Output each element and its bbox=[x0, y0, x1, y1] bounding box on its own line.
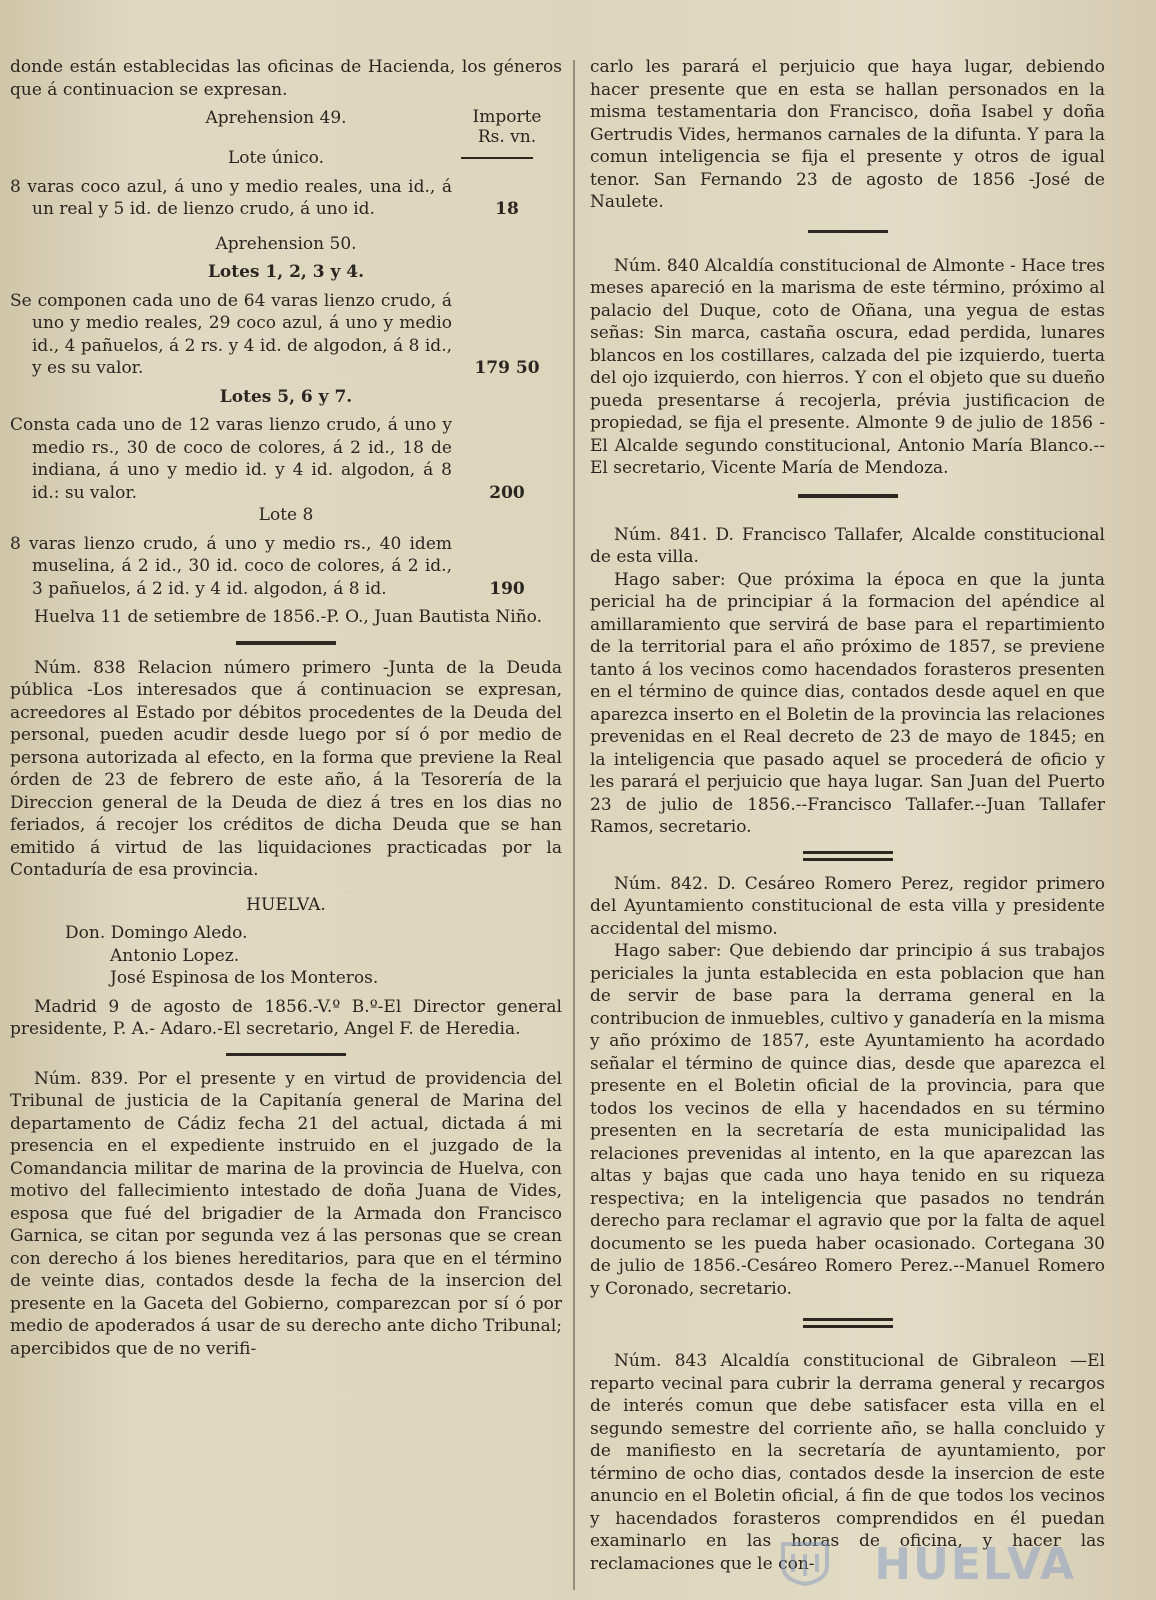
importe-unit: Rs. vn. bbox=[477, 127, 537, 147]
importe-label: Importe bbox=[472, 107, 542, 127]
lote-8: Lote 8 bbox=[258, 505, 314, 525]
section-rule bbox=[798, 494, 898, 498]
item-4 bbox=[10, 533, 562, 601]
section-rule bbox=[226, 1053, 346, 1056]
notice-841-header: Núm. 841. D. Francisco Tallafer, Alcalde constitucional de esta villa. bbox=[590, 524, 1105, 567]
madrid-signature: Madrid 9 de agosto de 1856.-V.º B.º-El Director general presidente, P. A.- Adaro.-El secretario, Angel F. de Heredia. bbox=[10, 996, 562, 1039]
importe-underline bbox=[452, 147, 562, 170]
creditor-name: Don. Domingo Aledo. bbox=[65, 923, 248, 943]
notice-842-body: Hago saber: Que debiendo dar principio á sus trabajos periciales la junta establecida en esta poblacion que han de servir de base para la derrama general en la contribucion de inmuebles, cultivo y ganadería en la misma y año próximo de 1857, este Ayuntamiento ha acordado señalar el término de quince dias, desde que aparezca el presente en el Boletin oficial de la provincia, para que todos los vecinos de ella y hacendados en su término presenten en la secretaría de esta municipalidad las relaciones prevenidas al intento, en la que aparezcan las altas y bajas que cada uno haya tenido en su riqueza respectiva; en la inteligencia que pasados no tendrán derecho para reclamar el agravio que por la falta de aquel documento se les pueda haber ocasionado. Cortegana 30 de julio de 1856.-Cesáreo Romero Perez.--Manuel Romero y Coronado, secretario. bbox=[590, 941, 1105, 1299]
shield-icon bbox=[779, 1540, 831, 1586]
intro-text: donde están establecidas las oficinas de Hacienda, los géneros que á continuacion se expresan. bbox=[10, 57, 562, 100]
double-rule bbox=[803, 851, 893, 861]
item-2 bbox=[10, 290, 562, 380]
importe-header bbox=[452, 107, 562, 147]
item-1 bbox=[10, 176, 562, 221]
left-column bbox=[10, 56, 562, 1360]
item-4-amount: 190 bbox=[489, 578, 525, 599]
notice-838: Núm. 838 Relacion número primero -Junta de la Deuda pública -Los interesados que á continuacion se expresan, acreedores al Estado por débitos procedentes de la Deuda del personal, pueden acudir desde luego por sí ó por medio de persona autorizada al efecto, en la forma que previene la Real órden de 23 de febrero de este año, á la Tesorería de la Direccion general de la Deuda de diez á tres en los dias no feriados, á recojer los créditos de dicha Deuda que se han emitido á virtud de las liquidaciones practicadas por la Contaduría de esa provincia. bbox=[10, 657, 562, 880]
section-rule bbox=[236, 641, 336, 645]
lotes-1-4: Lotes 1, 2, 3 y 4. bbox=[207, 262, 365, 282]
notice-842-header: Núm. 842. D. Cesáreo Romero Perez, regidor primero del Ayuntamiento constitucional de esta villa y presidente accidental del mismo. bbox=[590, 873, 1105, 939]
creditor-names bbox=[10, 922, 562, 990]
notice-840: Núm. 840 Alcaldía constitucional de Almonte - Hace tres meses apareció en la marisma de este término, próximo al palacio del Duque, coto de Oñana, una yegua de estas señas: Sin marca, castaña oscura, edad perdida, lunares blancos en los costillares, calzada del pie izquierdo, tuerta del ojo izquierdo, con hierros. Y con el objeto que su dueño pueda presentarse á recojerla, prévia justificacion de propiedad, se fija el presente. Almonte 9 de julio de 1856 -El Alcalde segundo constitucional, Antonio María Blanco.--El secretario, Vicente María de Mendoza. bbox=[590, 255, 1105, 478]
aprehension-49-header bbox=[10, 107, 562, 147]
item-3-amount: 200 bbox=[489, 482, 525, 503]
item-1-text: 8 varas coco azul, á uno y medio reales, una id., á un real y 5 id. de lienzo crudo, á uno id. bbox=[10, 176, 452, 219]
notice-843: Núm. 843 Alcaldía constitucional de Gibraleon —El reparto vecinal para cubrir la derrama general y recargos de interés comun que debe satisfacer esta villa en el segundo semestre del corriente año, se halla concluido y de manifiesto en la secretaría de ayuntamiento, por término de ocho dias, contados desde la insercion de este anuncio en el Boletin oficial, á fin de que todos los vecinos y hacendados forasteros comprendidos en él puedan examinarlo en las horas de oficina, y hacer las reclamaciones que le con- bbox=[590, 1351, 1105, 1574]
watermark-huelva: HUELVA bbox=[874, 1539, 1076, 1590]
aprehension-50: Aprehension 50. bbox=[215, 233, 357, 254]
item-2-text: Se componen cada uno de 64 varas lienzo crudo, á uno y medio reales, 29 coco azul, á uno y medio id., 4 pañuelos, á 2 rs. y 4 id. de algodon, á 8 id., y es su valor. bbox=[10, 290, 452, 378]
huelva-signature: Huelva 11 de setiembre de 1856.-P. O., Juan Bautista Niño. bbox=[34, 607, 543, 627]
column-divider bbox=[573, 60, 575, 1590]
notice-841-body: Hago saber: Que próxima la época en que la junta pericial ha de principiar á la formacion del apéndice al amillaramiento que servirá de base para el repartimiento de la territorial para el año próximo de 1857, se previene tanto á los vecinos como hacendados forasteros presenten en el término de quince dias, contados desde aquel en que aparezca inserto en el Boletin de la provincia las relaciones prevenidas en el Real decreto de 23 de mayo de 1845; en la inteligencia que pasado aquel se procederá de oficio y les parará el perjuicio que haya lugar. San Juan del Puerto 23 de julio de 1856.--Francisco Tallafer.--Juan Tallafer Ramos, secretario. bbox=[590, 569, 1105, 837]
item-2-amount: 179 50 bbox=[474, 358, 540, 378]
item-3 bbox=[10, 414, 562, 504]
aprehension-49: Aprehension 49. bbox=[205, 108, 347, 128]
creditor-name: José Espinosa de los Monteros. bbox=[110, 968, 379, 988]
huelva-heading: HUELVA. bbox=[246, 894, 326, 915]
right-column bbox=[590, 56, 1105, 1575]
lotes-5-7: Lotes 5, 6 y 7. bbox=[219, 386, 353, 407]
section-rule bbox=[808, 230, 888, 233]
lote-unico-row bbox=[10, 147, 562, 170]
item-1-amount: 18 bbox=[495, 199, 519, 219]
notice-839-continued: carlo les parará el perjuicio que haya lugar, debiendo hacer presente que en esta se hallan personados en la misma testamentaria don Francisco, doña Isabel y doña Gertrudis Vides, hermanos carnales de la difunta. Y para la comun inteligencia se fija el presente y otros de igual tenor. San Fernando 23 de agosto de 1856 -José de Naulete. bbox=[590, 57, 1105, 212]
notice-839: Núm. 839. Por el presente y en virtud de providencia del Tribunal de justicia de la Capitanía general de Marina del departamento de Cádiz fecha 21 del actual, dictada á mi presencia en el expediente instruido en el juzgado de la Comandancia militar de marina de la provincia de Huelva, con motivo del fallecimiento intestado de doña Juana de Vides, esposa que fué del brigadier de la Armada don Francisco Garnica, se citan por segunda vez á las personas que se crean con derecho á los bienes hereditarios, para que en el término de veinte dias, contados desde la fecha de la insercion del presente en la Gaceta del Gobierno, comparezcan por sí ó por medio de apoderados á usar de su derecho ante dicho Tribunal; apercibidos que de no verifi- bbox=[10, 1068, 562, 1359]
double-rule bbox=[803, 1318, 893, 1328]
item-3-text: Consta cada uno de 12 varas lienzo crudo, á uno y medio rs., 30 de coco de colores, á 2 id., 18 de indiana, á uno y medio id. y 4 id. algodon, á 8 id.: su valor. bbox=[10, 415, 452, 503]
lote-unico: Lote único. bbox=[227, 148, 324, 168]
item-4-text: 8 varas lienzo crudo, á uno y medio rs., 40 idem muselina, á 2 id., 30 id. coco de colores, á 2 id., 3 pañuelos, á 2 id. y 4 id. algodon, á 8 id. bbox=[10, 533, 452, 599]
creditor-name: Antonio Lopez. bbox=[110, 945, 240, 966]
